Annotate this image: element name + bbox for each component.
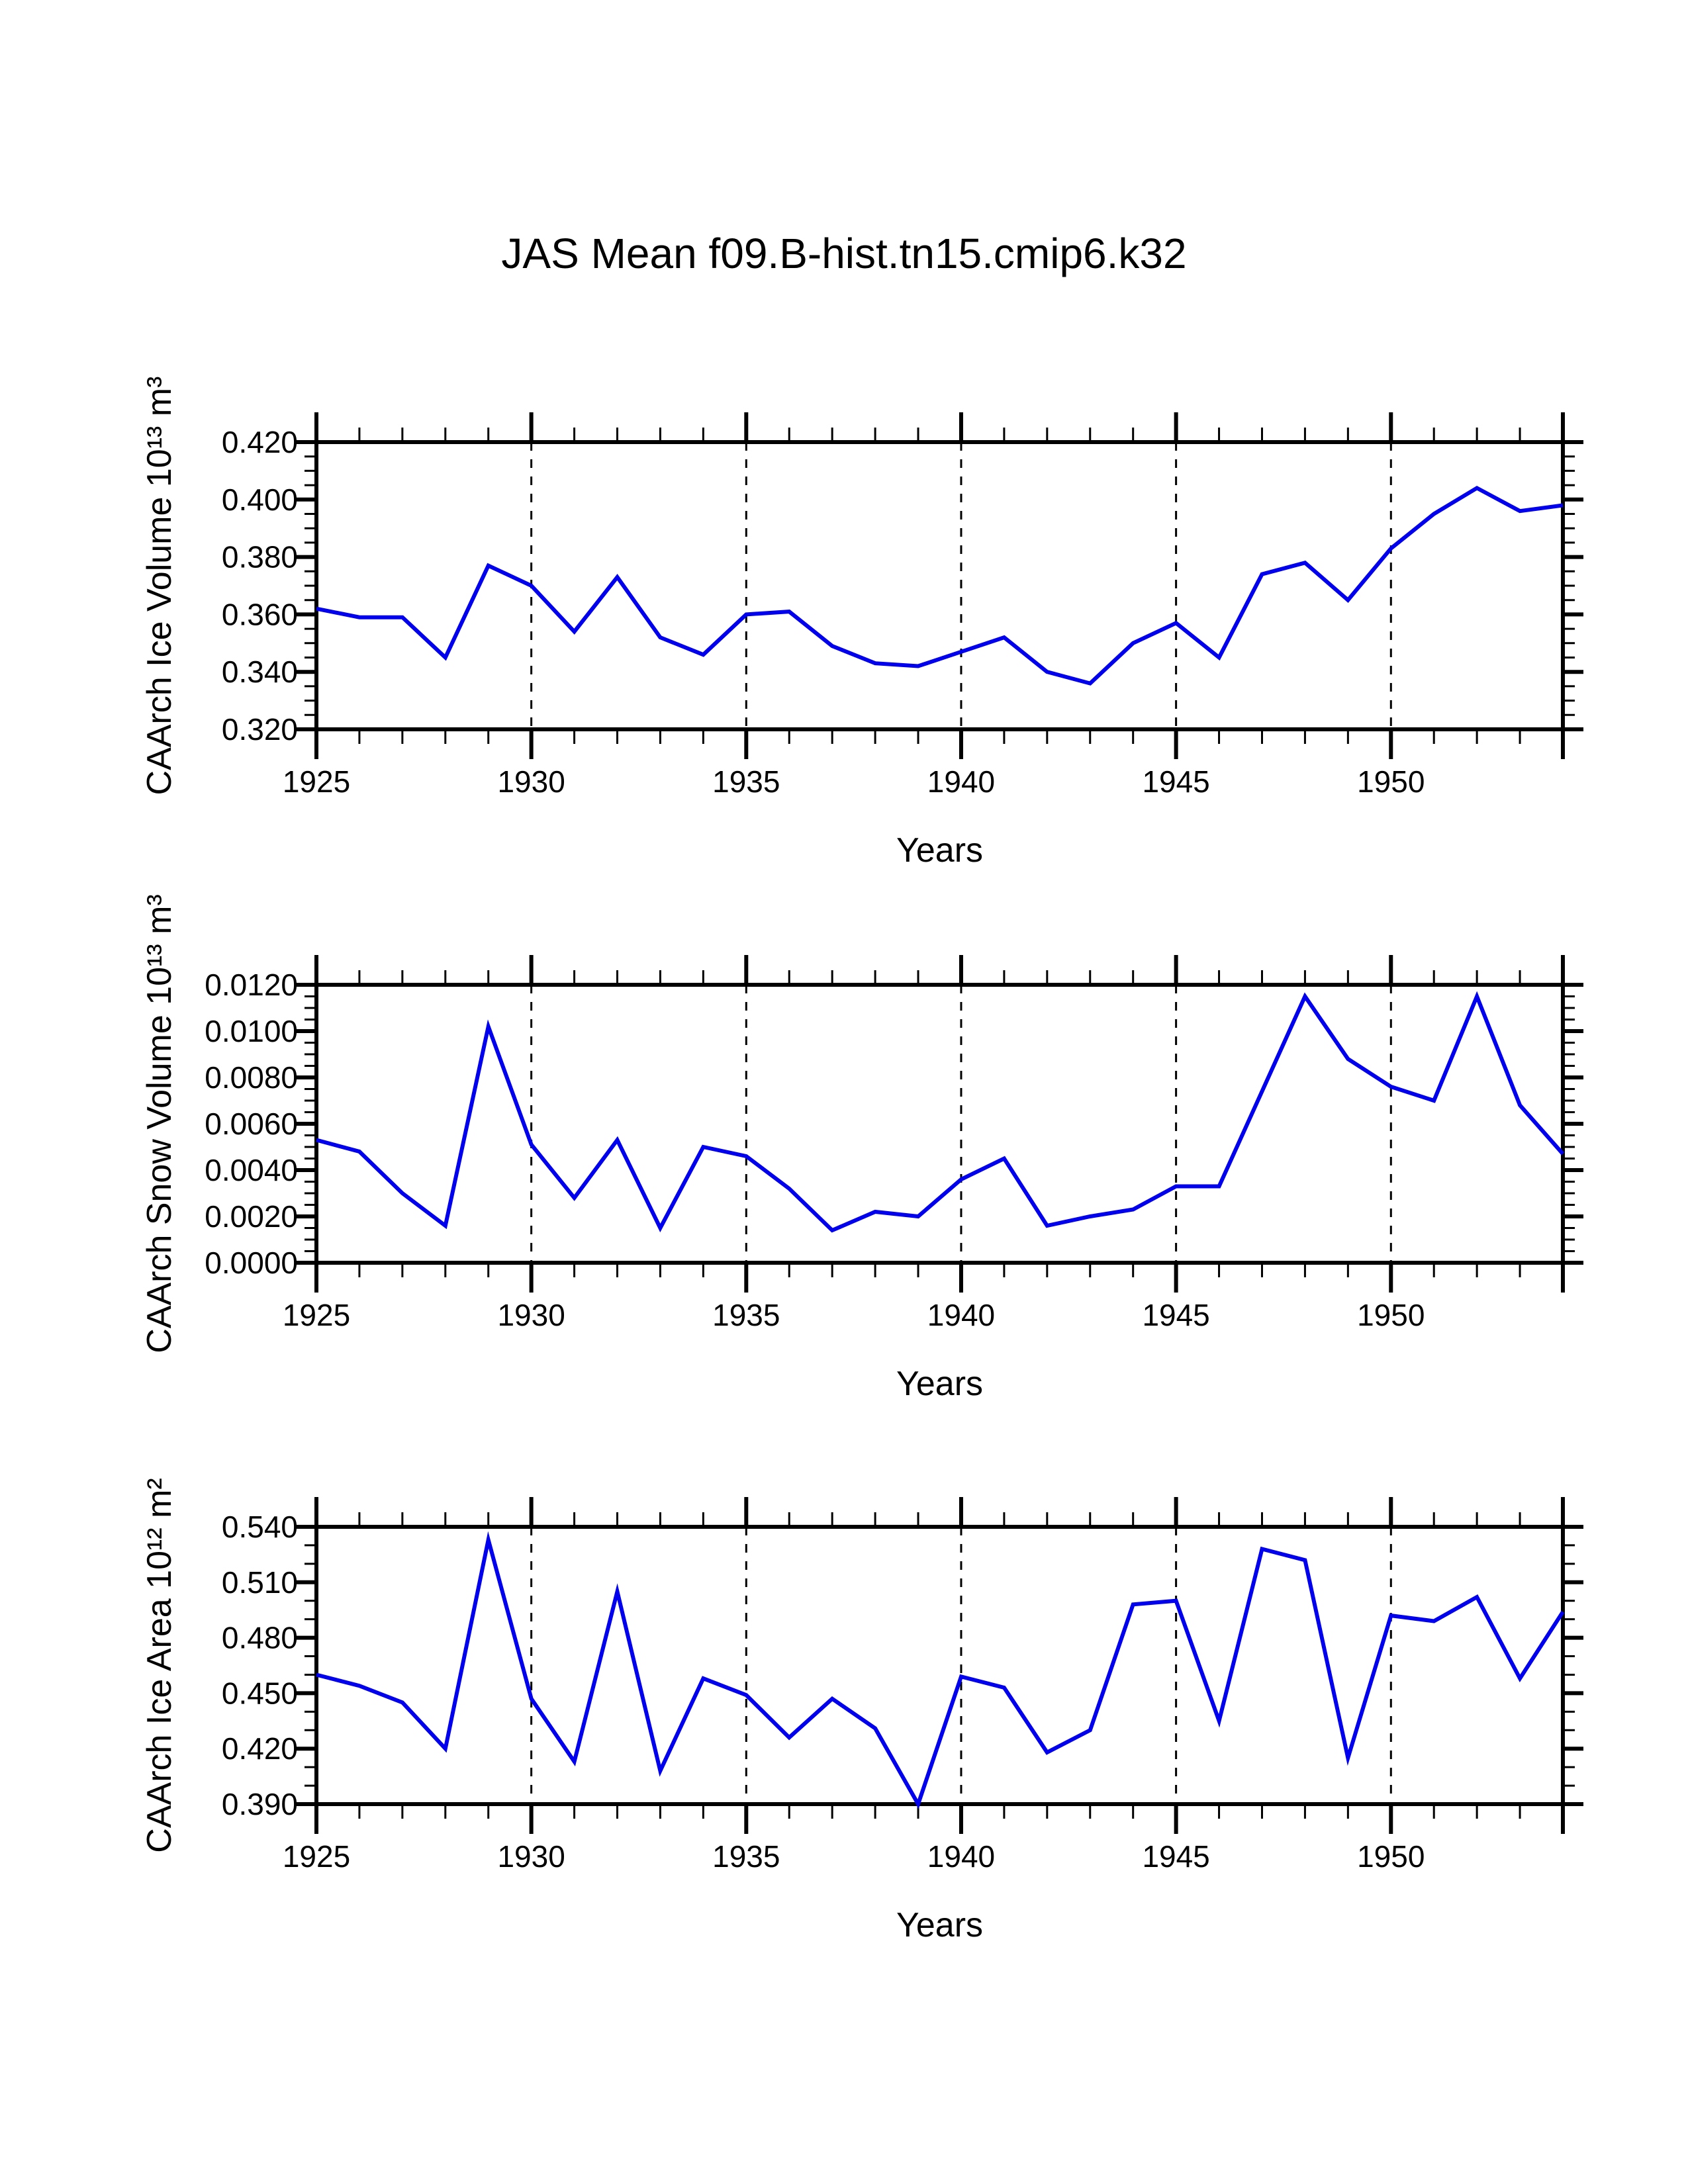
y-tick-label: 0.480 — [221, 1620, 298, 1655]
y-tick-label: 0.540 — [221, 1510, 298, 1544]
x-tick-label: 1945 — [1142, 1839, 1210, 1874]
y-tick-label: 0.0060 — [205, 1107, 298, 1141]
x-tick-label: 1950 — [1357, 1298, 1425, 1332]
y-tick-label: 0.0000 — [205, 1246, 298, 1280]
data-series-line — [316, 488, 1563, 683]
data-series-line — [316, 1540, 1563, 1804]
plot-3 — [140, 1478, 1583, 1944]
x-tick-label: 1935 — [712, 764, 780, 799]
y-axis-title: CAArch Ice Area 10¹² m² — [140, 1478, 179, 1853]
x-axis-title: Years — [896, 831, 984, 870]
y-tick-label: 0.450 — [221, 1676, 298, 1711]
y-axis-title: CAArch Snow Volume 10¹³ m³ — [140, 894, 179, 1353]
x-tick-label: 1945 — [1142, 764, 1210, 799]
x-tick-label: 1930 — [497, 1839, 565, 1874]
x-tick-label: 1930 — [497, 1298, 565, 1332]
plot-1 — [140, 377, 1583, 870]
y-tick-label: 0.0080 — [205, 1060, 298, 1095]
y-tick-label: 0.380 — [221, 539, 298, 574]
y-tick-label: 0.420 — [221, 425, 298, 459]
y-tick-label: 0.360 — [221, 597, 298, 632]
x-tick-label: 1950 — [1357, 1839, 1425, 1874]
x-tick-label: 1925 — [282, 1298, 351, 1332]
y-tick-label: 0.510 — [221, 1565, 298, 1600]
x-tick-label: 1940 — [927, 1839, 996, 1874]
y-tick-label: 0.0020 — [205, 1199, 298, 1234]
figure-title: JAS Mean f09.B-hist.tn15.cmip6.k32 — [501, 230, 1187, 277]
y-tick-label: 0.420 — [221, 1731, 298, 1766]
x-tick-label: 1945 — [1142, 1298, 1210, 1332]
x-tick-label: 1925 — [282, 1839, 351, 1874]
data-series-line — [316, 997, 1563, 1231]
x-tick-label: 1935 — [712, 1839, 780, 1874]
y-tick-label: 0.400 — [221, 482, 298, 517]
y-axis-title: CAArch Ice Volume 10¹³ m³ — [140, 376, 179, 796]
y-tick-label: 0.320 — [221, 712, 298, 747]
x-axis-title: Years — [896, 1365, 984, 1403]
y-tick-label: 0.390 — [221, 1787, 298, 1821]
y-tick-label: 0.0120 — [205, 968, 298, 1002]
x-tick-label: 1930 — [497, 764, 565, 799]
x-tick-label: 1935 — [712, 1298, 780, 1332]
x-axis-title: Years — [896, 1906, 984, 1944]
x-tick-label: 1950 — [1357, 764, 1425, 799]
x-tick-label: 1940 — [927, 764, 996, 799]
plot-2 — [140, 894, 1583, 1403]
y-tick-label: 0.0040 — [205, 1153, 298, 1187]
y-tick-label: 0.340 — [221, 655, 298, 690]
x-tick-label: 1925 — [282, 764, 351, 799]
y-tick-label: 0.0100 — [205, 1014, 298, 1048]
x-tick-label: 1940 — [927, 1298, 996, 1332]
